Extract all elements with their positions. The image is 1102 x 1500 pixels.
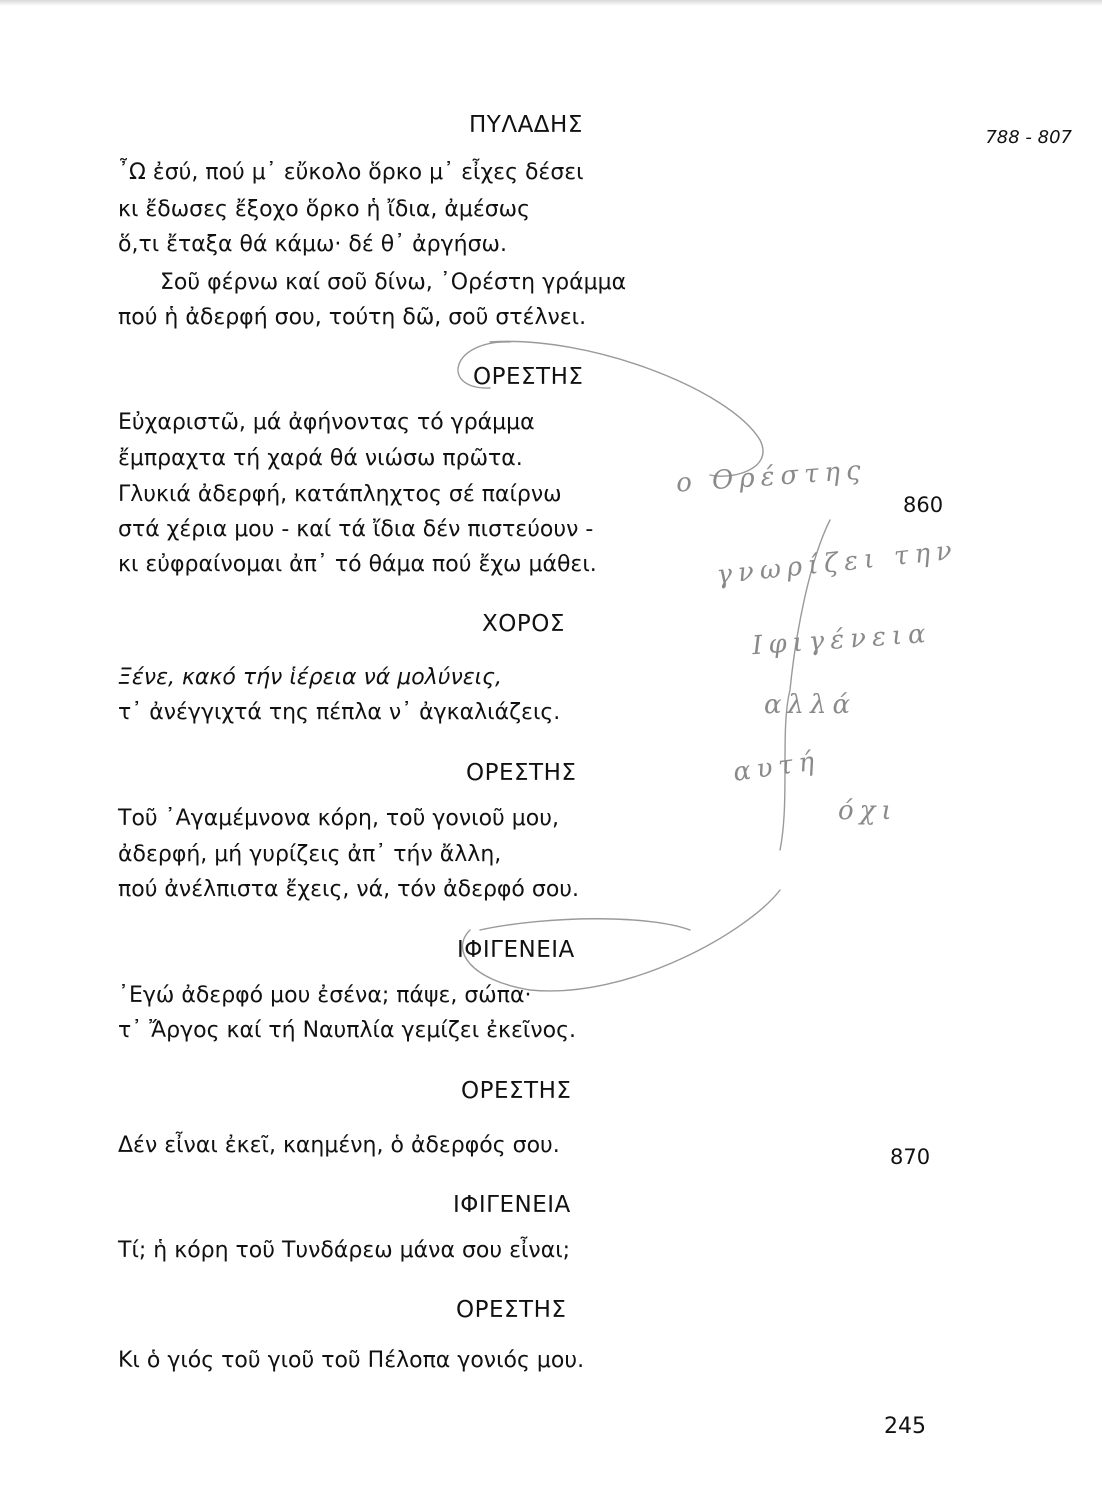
speaker-iphigenia: ΙΦΙΓΕΝΕΙΑ — [453, 1192, 571, 1218]
iphigenia2-line-1: Τί; ἡ κόρη τοῦ Τυνδάρεω μάνα σου εἶναι; — [118, 1238, 571, 1263]
pencil-annotation-strokes — [430, 330, 1030, 1030]
iphigenia-line-2: τ᾿ Ἄργος καί τή Ναυπλία γεμίζει ἐκεῖνος. — [118, 1018, 576, 1043]
orestes2-line-1: Τοῦ ᾿Αγαμέμνονα κόρη, τοῦ γονιοῦ μου, — [118, 806, 559, 831]
orestes2-line-3: πού ἀνέλπιστα ἔχεις, νά, τόν ἀδερφό σου. — [118, 877, 580, 902]
speaker-chorus: ΧΟΡΟΣ — [482, 611, 565, 637]
speaker-iphigenia: ΙΦΙΓΕΝΕΙΑ — [457, 937, 575, 963]
line-number-860: 860 — [903, 493, 944, 517]
handwritten-note-line-1: ο Ορέστης — [675, 455, 868, 499]
line-number-870: 870 — [890, 1145, 931, 1169]
orestes-line-4: στά χέρια μου - καί τά ἴδια δέν πιστεύουν - — [118, 517, 594, 542]
orestes-line-1: Εὐχαριστῶ, μά ἀφήνοντας τό γράμμα — [118, 410, 535, 435]
pylades-line-4: Σοῦ φέρνω καί σοῦ δίνω, ᾿Ορέστη γράμμα — [160, 270, 627, 295]
verse-reference: 788 - 807 — [985, 127, 1072, 148]
handwritten-note-line-6: όχι — [838, 796, 898, 826]
speaker-orestes: ΟΡΕΣΤΗΣ — [461, 1078, 572, 1104]
page-number: 245 — [884, 1414, 926, 1439]
pylades-line-3: ὅ,τι ἔταξα θά κάμω· δέ θ᾿ ἀργήσω. — [118, 232, 507, 257]
orestes2-line-2: ἀδερφή, μή γυρίζεις ἀπ᾿ τήν ἄλλη, — [118, 842, 502, 867]
orestes4-line-1: Κι ὁ γιός τοῦ γιοῦ τοῦ Πέλοπα γονιός μου. — [118, 1348, 585, 1373]
orestes-line-3: Γλυκιά ἀδερφή, κατάπληχτος σέ παίρνω — [118, 482, 562, 507]
handwritten-note-line-5: αυτή — [731, 746, 822, 788]
speaker-orestes: ΟΡΕΣΤΗΣ — [466, 760, 577, 786]
speaker-orestes: ΟΡΕΣΤΗΣ — [473, 364, 584, 390]
orestes-line-5: κι εὐφραίνομαι ἀπ᾿ τό θάμα πού ἔχω μάθει. — [118, 552, 597, 577]
handwritten-note-line-4: αλλά — [764, 690, 857, 720]
pylades-line-5: πού ἡ ἀδερφή σου, τούτη δῶ, σοῦ στέλνει. — [118, 305, 587, 330]
chorus-line-2: τ᾿ ἀνέγγιχτά της πέπλα ν᾿ ἀγκαλιάζεις. — [118, 700, 561, 725]
chorus-line-1-text: Ξένε, κακό τήν ἱέρεια νά μολύνεις, — [118, 665, 502, 690]
handwritten-note-line-3: Ιφιγένεια — [751, 618, 933, 662]
handwritten-note-line-2: γνωρίζει την — [715, 535, 960, 591]
pylades-line-1: ῏Ω ἐσύ, πού μ᾿ εὔκολο ὅρκο μ᾿ εἶχες δέσει — [118, 160, 584, 185]
orestes-line-2: ἔμπραχτα τή χαρά θά νιώσω πρῶτα. — [118, 446, 523, 471]
iphigenia-line-1: ᾿Εγώ ἀδερφό μου ἐσένα; πάψε, σώπα· — [118, 983, 532, 1008]
pylades-line-2: κι ἔδωσες ἔξοχο ὅρκο ἡ ἴδια, ἀμέσως — [118, 197, 530, 222]
speaker-orestes: ΟΡΕΣΤΗΣ — [456, 1297, 567, 1323]
scan-edge — [0, 0, 1102, 6]
orestes3-line-1: Δέν εἶναι ἐκεῖ, καημένη, ὁ ἀδερφός σου. — [118, 1133, 560, 1158]
speaker-pylades: ΠΥΛΑΔΗΣ — [469, 112, 583, 138]
